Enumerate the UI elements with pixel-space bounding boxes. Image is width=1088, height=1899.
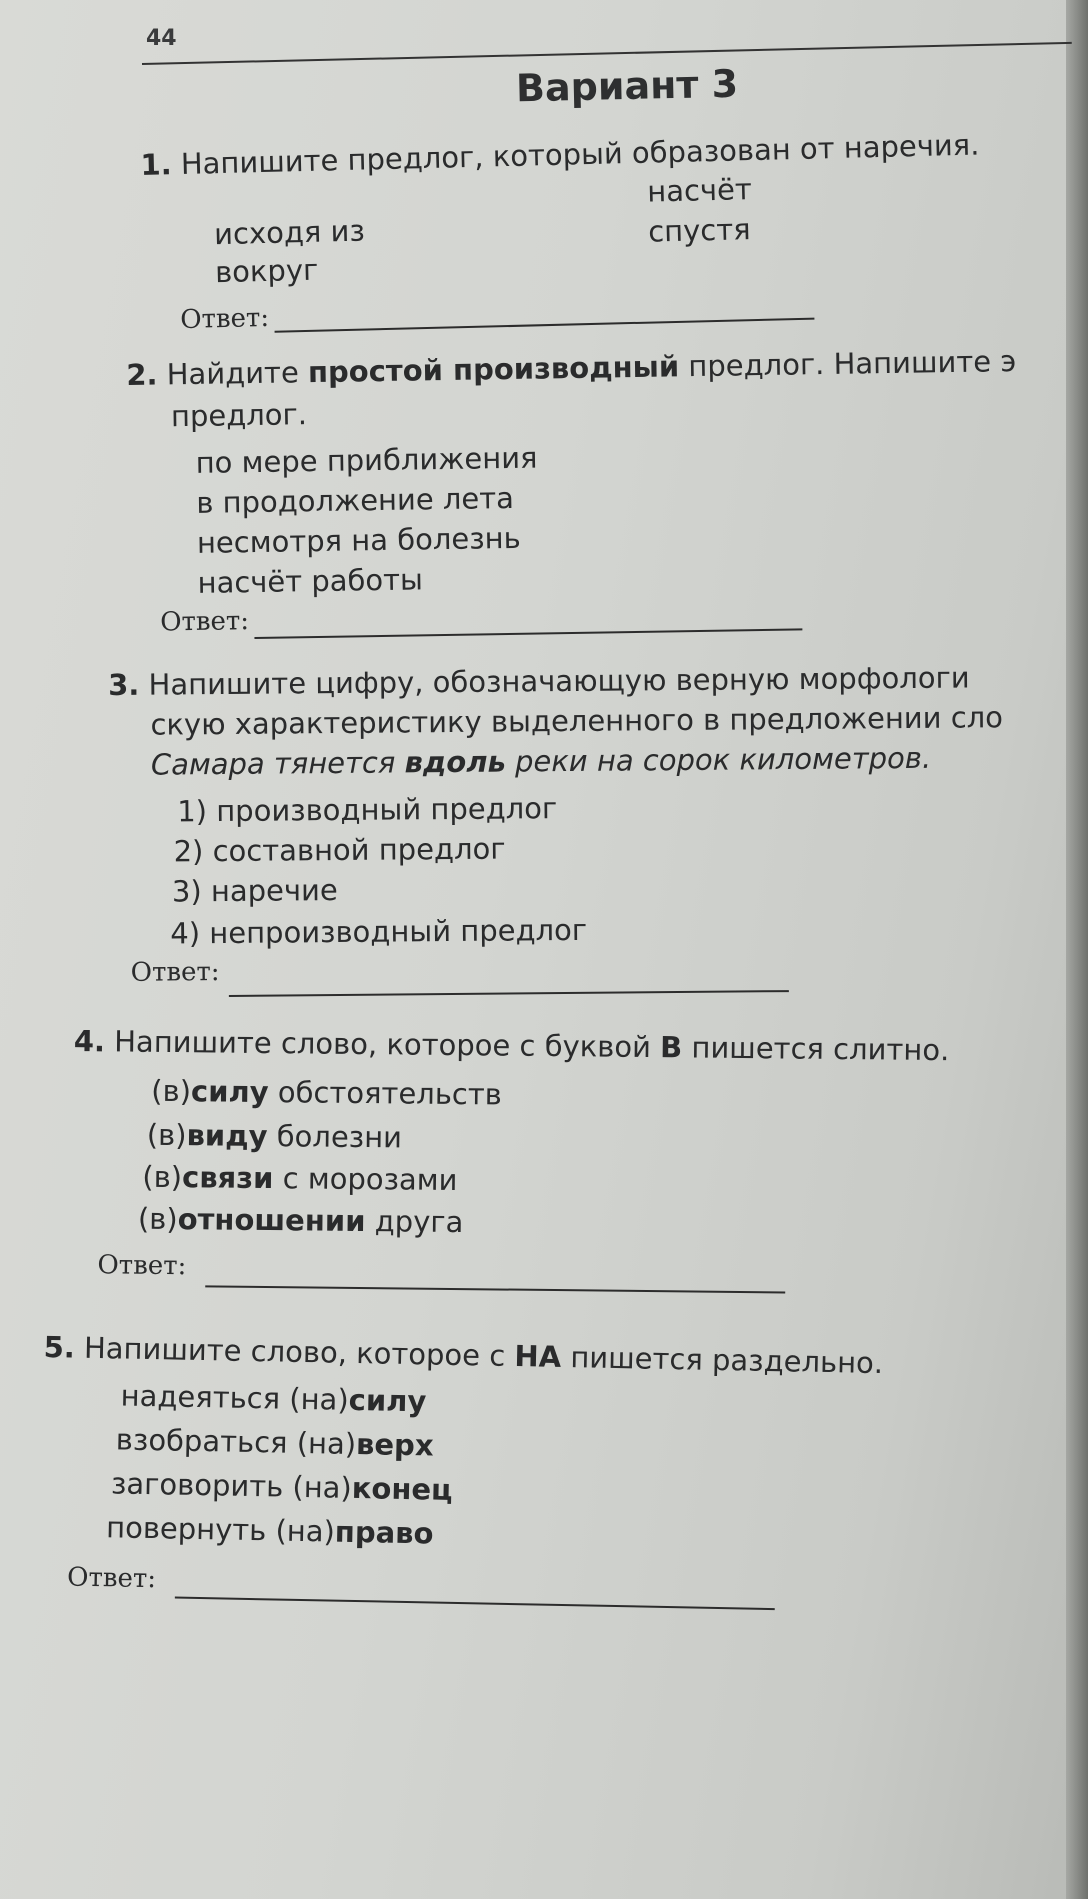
answer-line[interactable] [175, 1597, 775, 1611]
answer-line[interactable] [275, 318, 815, 333]
option: заговорить (на)конец [110, 1466, 453, 1507]
header-rule [142, 42, 1072, 65]
question-5-text: 5. Напишите слово, которое с НА пишется раздельно. [43, 1329, 884, 1381]
option: в продолжение лета [196, 480, 515, 520]
answer-line[interactable] [254, 628, 802, 639]
option: (в)силу обстоятельств [151, 1073, 503, 1112]
option: по мере приближения [195, 440, 538, 480]
page-title: Вариант 3 [515, 61, 739, 111]
question-2-text-line2: предлог. [170, 397, 308, 434]
option: повернуть (на)право [105, 1510, 434, 1551]
question-4-text: 4. Напишите слово, которое с буквой В пишется слитно. [73, 1023, 950, 1068]
option: насчёт работы [197, 562, 424, 600]
option: 1) производный предлог [177, 791, 558, 829]
option: исходя из [213, 213, 366, 252]
option: несмотря на болезнь [196, 520, 521, 560]
question-2-text: 2. Найдите простой производный предлог. Напишите э [126, 344, 1017, 392]
page-number: 44 [146, 26, 177, 51]
option: 3) наречие [171, 873, 338, 909]
option: спустя [647, 212, 751, 249]
answer-label: Ответ: [97, 1250, 187, 1282]
answer-line[interactable] [205, 1285, 785, 1293]
answer-label: Ответ: [159, 606, 250, 638]
option: (в)связи с морозами [142, 1159, 458, 1198]
answer-label: Ответ: [66, 1562, 157, 1595]
answer-label: Ответ: [179, 302, 270, 336]
option: 4) непроизводный предлог [170, 912, 588, 951]
option: (в)виду болезни [146, 1117, 403, 1155]
option: насчёт [646, 172, 753, 209]
option: 2) составной предлог [173, 831, 506, 869]
question-3-text: 3. Напишите цифру, обозначающую верную морфологи [108, 660, 970, 702]
question-3-text-line2: скую характеристику выделенного в предложении сло [150, 700, 1004, 742]
answer-label: Ответ: [130, 957, 220, 988]
question-1-text: 1. Напишите предлог, который образован от наречия. [140, 127, 980, 182]
page-edge [1066, 0, 1088, 1899]
option: надеяться (на)силу [120, 1378, 427, 1419]
option: (в)отношении друга [137, 1201, 464, 1240]
option: взобраться (на)верх [115, 1422, 434, 1463]
answer-line[interactable] [229, 990, 789, 997]
example-sentence: Самара тянется вдоль реки на сорок километров. [150, 740, 932, 782]
option: вокруг [214, 252, 319, 290]
